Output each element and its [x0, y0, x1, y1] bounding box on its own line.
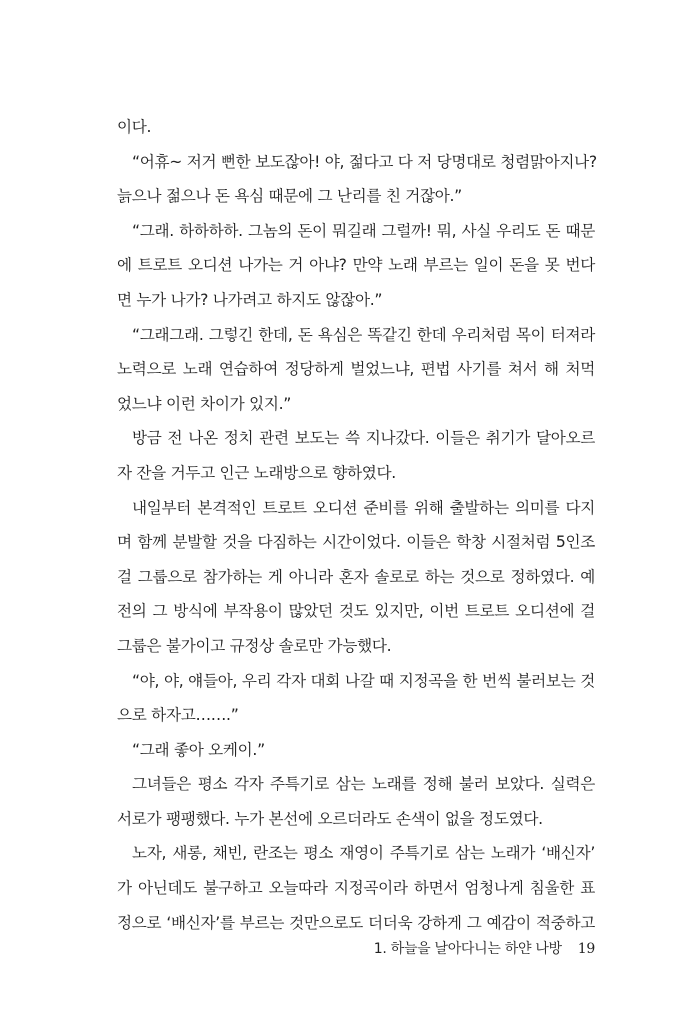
body-text	[117, 114, 595, 944]
text-line: 늙으나 젊으나 돈 욕심 때문에 그 난리를 친 거잖아.”	[117, 187, 462, 206]
text-line: 며 함께 분발할 것을 다짐하는 시간이었다. 이들은 학창 시절처럼 5인조	[117, 533, 595, 552]
text-line: 노력으로 노래 연습하여 정당하게 벌었느냐, 편법 사기를 쳐서 해 처먹	[117, 360, 595, 379]
text-line: 그녀들은 평소 각자 주특기로 삼는 노래를 정해 불러 보았다. 실력은	[132, 775, 595, 794]
text-line: 방금 전 나온 정치 관련 보도는 쓱 지나갔다. 이들은 취기가 달아오르	[132, 429, 595, 448]
text-line: 으로 하자고…….”	[117, 706, 239, 725]
text-line: 노자, 새롱, 채빈, 란조는 평소 재영이 주특기로 삼는 노래가 ‘배신자’	[132, 844, 595, 863]
text-line: “야, 야, 얘들아, 우리 각자 대회 나갈 때 지정곡을 한 번씩 불러보는 것	[132, 671, 595, 690]
text-line: “어휴~ 저거 뻔한 보도잖아! 야, 젊다고 다 저 당명대로 청렴맑아지나?	[132, 152, 597, 171]
text-line: 정으로 ‘배신자’를 부르는 것만으로도 더더욱 강하게 그 예감이 적중하고	[117, 913, 595, 932]
text-line: 자 잔을 거두고 인근 노래방으로 향하였다.	[117, 463, 396, 482]
text-line: “그래그래. 그렇긴 한데, 돈 욕심은 똑같긴 한데 우리처럼 목이 터져라	[132, 325, 595, 344]
text-line: 걸 그룹으로 참가하는 게 아니라 혼자 솔로로 하는 것으로 정하였다. 예	[117, 567, 595, 586]
text-line: “그래. 하하하하. 그놈의 돈이 뭐길래 그럴까! 뭐, 사실 우리도 돈 때문	[132, 221, 595, 240]
page-number: 19	[577, 941, 595, 957]
text-line: 가 아닌데도 불구하고 오늘따라 지정곡이라 하면서 엄청나게 침울한 표	[117, 879, 595, 898]
text-line: 그룹은 불가이고 규정상 솔로만 가능했다.	[117, 636, 392, 655]
text-line: 전의 그 방식에 부작용이 많았던 것도 있지만, 이번 트로트 오디션에 걸	[117, 602, 595, 621]
page-footer	[374, 938, 595, 958]
text-line: 이다.	[117, 118, 152, 136]
text-line: 었느냐 이런 차이가 있지.”	[117, 394, 292, 413]
text-line: 면 누가 나가? 나가려고 하지도 않잖아.”	[117, 290, 383, 309]
text-line: 에 트로트 오디션 나가는 거 아냐? 만약 노래 부르는 일이 돈을 못 번다	[117, 256, 595, 275]
chapter-title: 1. 하늘을 날아다니는 하얀 나방	[373, 941, 562, 957]
text-line: 서로가 팽팽했다. 누가 본선에 오르더라도 손색이 없을 정도였다.	[117, 809, 543, 828]
text-line: 내일부터 본격적인 트로트 오디션 준비를 위해 출발하는 의미를 다지	[132, 498, 595, 517]
text-line: “그래 좋아 오케이.”	[132, 740, 265, 759]
